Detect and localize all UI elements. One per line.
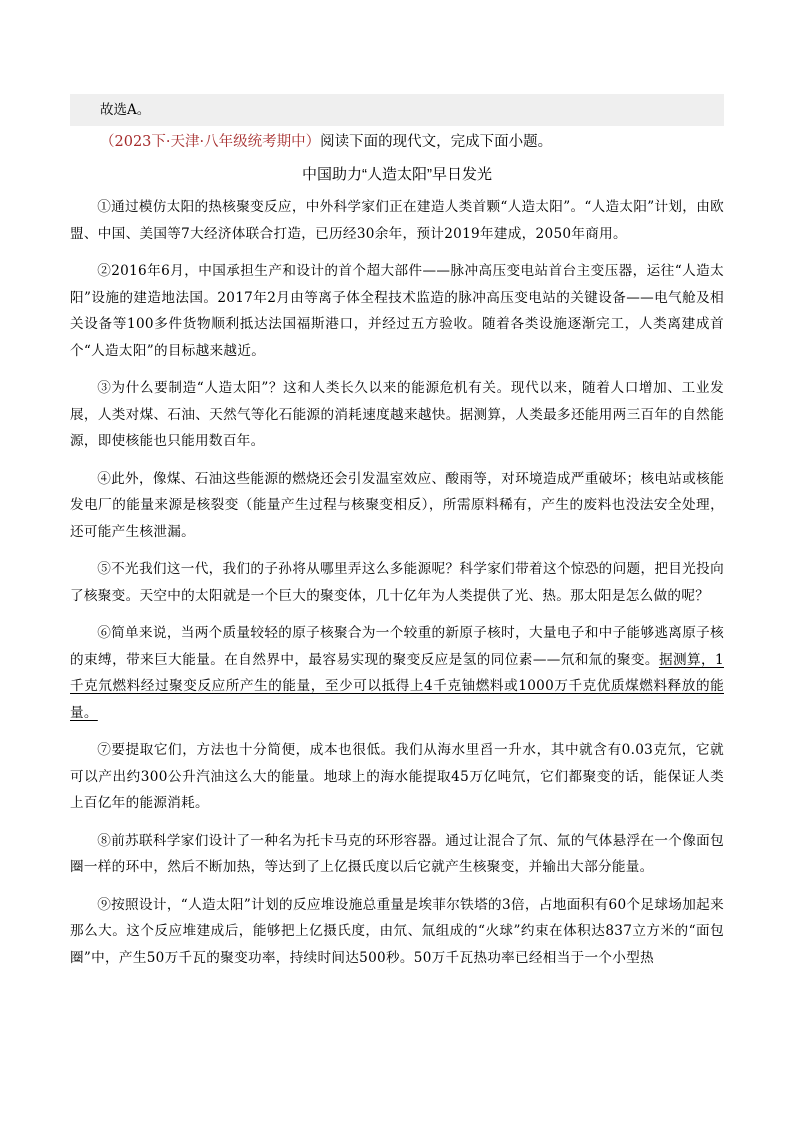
paragraph-6 xyxy=(70,620,724,726)
paragraph-9-text: ⑨按照设计，“人造太阳”计划的反应堆设施总重量是埃菲尔铁塔的3倍，占地面积有60个足球场加起来那么大。这个反应堆建成后，能够把上亿摄氏度，由氘、氚组成的“火球”约束在体积达837立方米的“面包圈”中，产生50万千瓦的聚变功率，持续时间达500秒。50万千瓦热功率已经相当于一个小型热 xyxy=(70,896,724,966)
paragraph-7 xyxy=(70,737,724,817)
paragraph-3 xyxy=(70,375,724,455)
paragraph-2 xyxy=(70,258,724,364)
paragraph-3-text: ③为什么要制造“人造太阳”？这和人类长久以来的能源危机有关。现代以来，随着人口增加、工业发展，人类对煤、石油、天然气等化石能源的消耗速度越来越快。据测算，人类最多还能用两三百年的自然能源，即使核能也只能用数百年。 xyxy=(70,380,724,449)
paragraph-7-text: ⑦要提取它们，方法也十分简便，成本也很低。我们从海水里舀一升水，其中就含有0.03克氘，它就可以产出约300公升汽油这么大的能量。地球上的海水能提取45万亿吨氘，它们都聚变的话，能保证人类上百亿年的能源消耗。 xyxy=(70,742,724,811)
paragraph-4 xyxy=(70,466,724,546)
question-prompt: 阅读下面的现代文，完成下面小题。 xyxy=(320,134,553,150)
article-body xyxy=(70,194,724,982)
paragraph-4-text: ④此外，像煤、石油这些能源的燃烧还会引发温室效应、酸雨等，对环境造成严重破坏；核电站或核能发电厂的能量来源是核裂变（能量产生过程与核聚变相反），所需原料稀有，产生的废料也没法安全处理，还可能产生核泄漏。 xyxy=(70,470,724,540)
question-source: （2023下·天津·八年级统考期中） xyxy=(100,134,321,150)
answer-text: 故选A。 xyxy=(100,102,151,118)
paragraph-9 xyxy=(70,892,724,972)
paragraph-5 xyxy=(70,556,724,609)
paragraph-6-text: ⑥简单来说，当两个质量较轻的原子核聚合为一个较重的新原子核时，大量电子和中子能够逃离原子核的束缚，带来巨大能量。在自然界中，最容易实现的聚变反应是氢的同位素——氘和氚的聚变。 xyxy=(70,625,724,668)
paragraph-2-text: ②2016年6月，中国承担生产和设计的首个超大部件——脉冲高压变电站首台主变压器，运往“人造太阳”设施的建造地法国。2017年2月由等离子体全程技术监造的脉冲高压变电站的关键设备——电气舱及相关设备等100多件货物顺利抵达法国福斯港口，并经过五方验收。随着各类设施逐渐完工，人类离建成首个“人造太阳”的目标越来越近。 xyxy=(70,263,724,359)
paragraph-1-text: ①通过模仿太阳的热核聚变反应，中外科学家们正在建造人类首颗“人造太阳”。“人造太阳”计划，由欧盟、中国、美国等7大经济体联合打造，已历经30余年，预计2019年建成，2050年商用。 xyxy=(70,199,724,242)
answer-box xyxy=(70,94,724,126)
paragraph-1 xyxy=(70,194,724,247)
question-header xyxy=(100,132,740,152)
paragraph-8 xyxy=(70,828,724,881)
article-title: 中国助力“人造太阳”早日发光 xyxy=(302,166,492,183)
paragraph-6-underlined-text: 据测算，1千克氘燃料经过聚变反应所产生的能量，至少可以抵得上4千克铀燃料或1000万千克优质煤燃料释放的能量。 xyxy=(70,651,724,721)
paragraph-5-text: ⑤不光我们这一代，我们的子孙将从哪里弄这么多能源呢？科学家们带着这个惊恐的问题，把目光投向了核聚变。天空中的太阳就是一个巨大的聚变体，几十亿年为人类提供了光、热。那太阳是怎么做的呢？ xyxy=(70,561,724,604)
paragraph-8-text: ⑧前苏联科学家们设计了一种名为托卡马克的环形容器。通过让混合了氘、氚的气体悬浮在一个像面包圈一样的环中，然后不断加热，等达到了上亿摄氏度以后它就产生核聚变，并输出大部分能量。 xyxy=(70,832,724,875)
